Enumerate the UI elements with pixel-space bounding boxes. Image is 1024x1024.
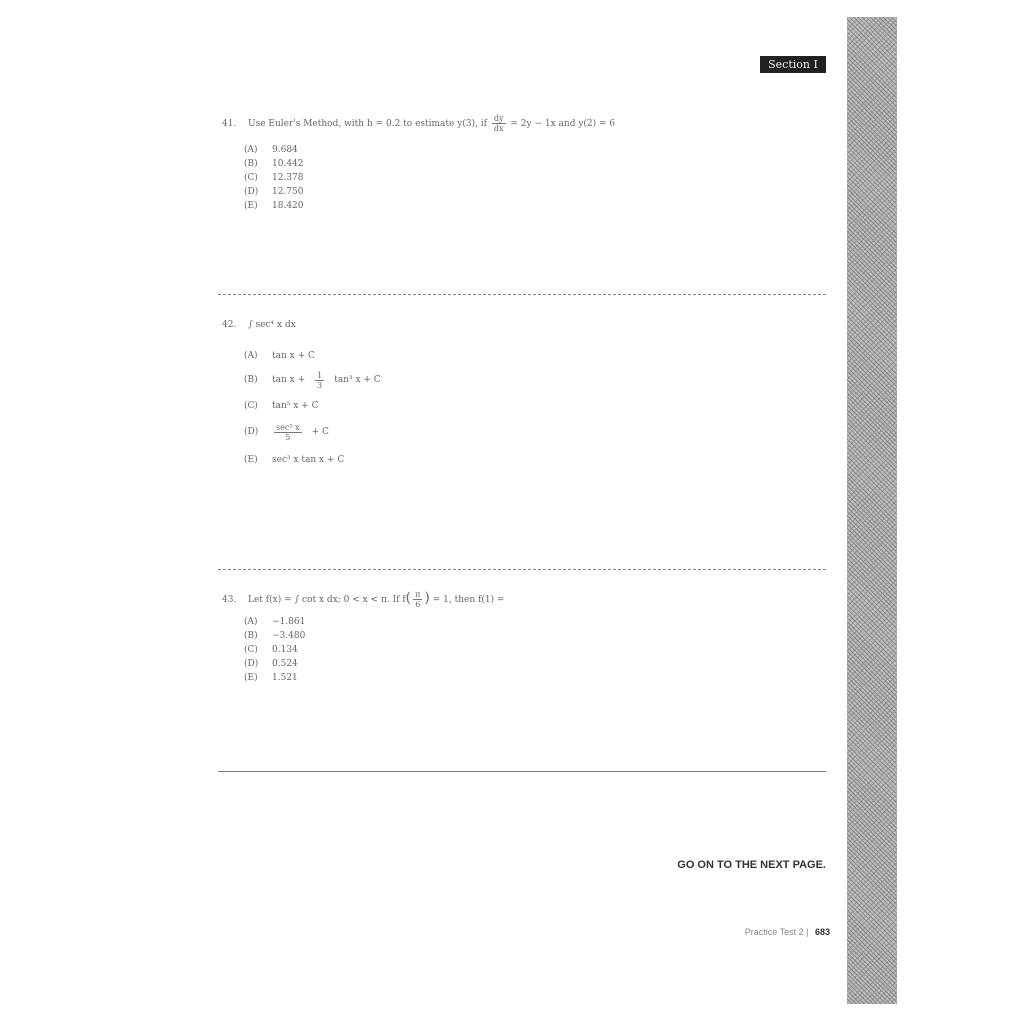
page-footer xyxy=(745,927,830,937)
footer-separator: | xyxy=(806,927,809,937)
answer-choice[interactable]: (A) tan x + C xyxy=(244,351,315,361)
answer-choice[interactable]: (B) 10.442 xyxy=(244,159,304,169)
question-number: 41. xyxy=(222,118,237,129)
answer-choice[interactable]: (A) −1.861 xyxy=(244,617,306,627)
question-number: 43. xyxy=(222,594,237,605)
answer-fraction: $\frac{\text{sec⁵ x}}{5}$ xyxy=(276,422,300,442)
answer-choice[interactable]: (D) 12.750 xyxy=(244,187,304,197)
answer-choices xyxy=(244,346,822,474)
answer-choice[interactable]: (E) sec³ x tan x + C xyxy=(244,455,345,465)
decorative-edge-stripe xyxy=(847,17,897,1004)
coefficient-fraction: $\frac{1}{3}$ xyxy=(317,370,323,390)
answer-choice[interactable]: (B) tan x + $\frac{1}{3}$ tan³ x + C xyxy=(244,370,381,390)
question-42 xyxy=(222,318,822,474)
question-41 xyxy=(222,114,822,213)
end-rule xyxy=(218,771,826,772)
question-divider xyxy=(218,294,826,295)
answer-choice[interactable]: (B) −3.480 xyxy=(244,631,306,641)
question-divider xyxy=(218,569,826,570)
question-number: 42. xyxy=(222,320,237,330)
answer-choice[interactable]: (C) tan⁵ x + C xyxy=(244,401,319,411)
go-on-notice: GO ON TO THE NEXT PAGE. xyxy=(677,859,826,871)
derivative-fraction: $\frac{dy}{dx}$ xyxy=(493,114,504,133)
answer-choices xyxy=(244,615,822,685)
question-43 xyxy=(222,590,822,685)
answer-choice[interactable]: (E) 18.420 xyxy=(244,201,304,211)
argument-fraction: $\frac{\pi}{6}$ xyxy=(415,590,421,609)
question-text: ∫ sec⁴ x dx xyxy=(248,320,296,330)
answer-choice[interactable]: (E) 1.521 xyxy=(244,673,298,683)
answer-choice[interactable]: (A) 9.684 xyxy=(244,145,298,155)
answer-choice[interactable]: (C) 12.378 xyxy=(244,173,304,183)
question-text: Use Euler's Method, with h = 0.2 to estimate y(3), if $\frac{dy}{dx}$ = 2y − 1x and y(2) = 6 xyxy=(248,114,616,133)
answer-choice[interactable]: (C) 0.134 xyxy=(244,645,298,655)
section-label: Section I xyxy=(760,56,826,73)
page-number: 683 xyxy=(814,927,830,937)
answer-choice[interactable]: (D) $\frac{\text{sec⁵ x}}{5}$ + C xyxy=(244,422,329,442)
question-text: Let f(x) = ∫ cot x dx; 0 < x < π. If f( $\frac{\pi}{6}$ ) = 1, then f(1) = xyxy=(248,590,505,609)
answer-choice[interactable]: (D) 0.524 xyxy=(244,659,298,669)
footer-label: Practice Test 2 xyxy=(744,927,804,937)
answer-choices xyxy=(244,143,822,213)
